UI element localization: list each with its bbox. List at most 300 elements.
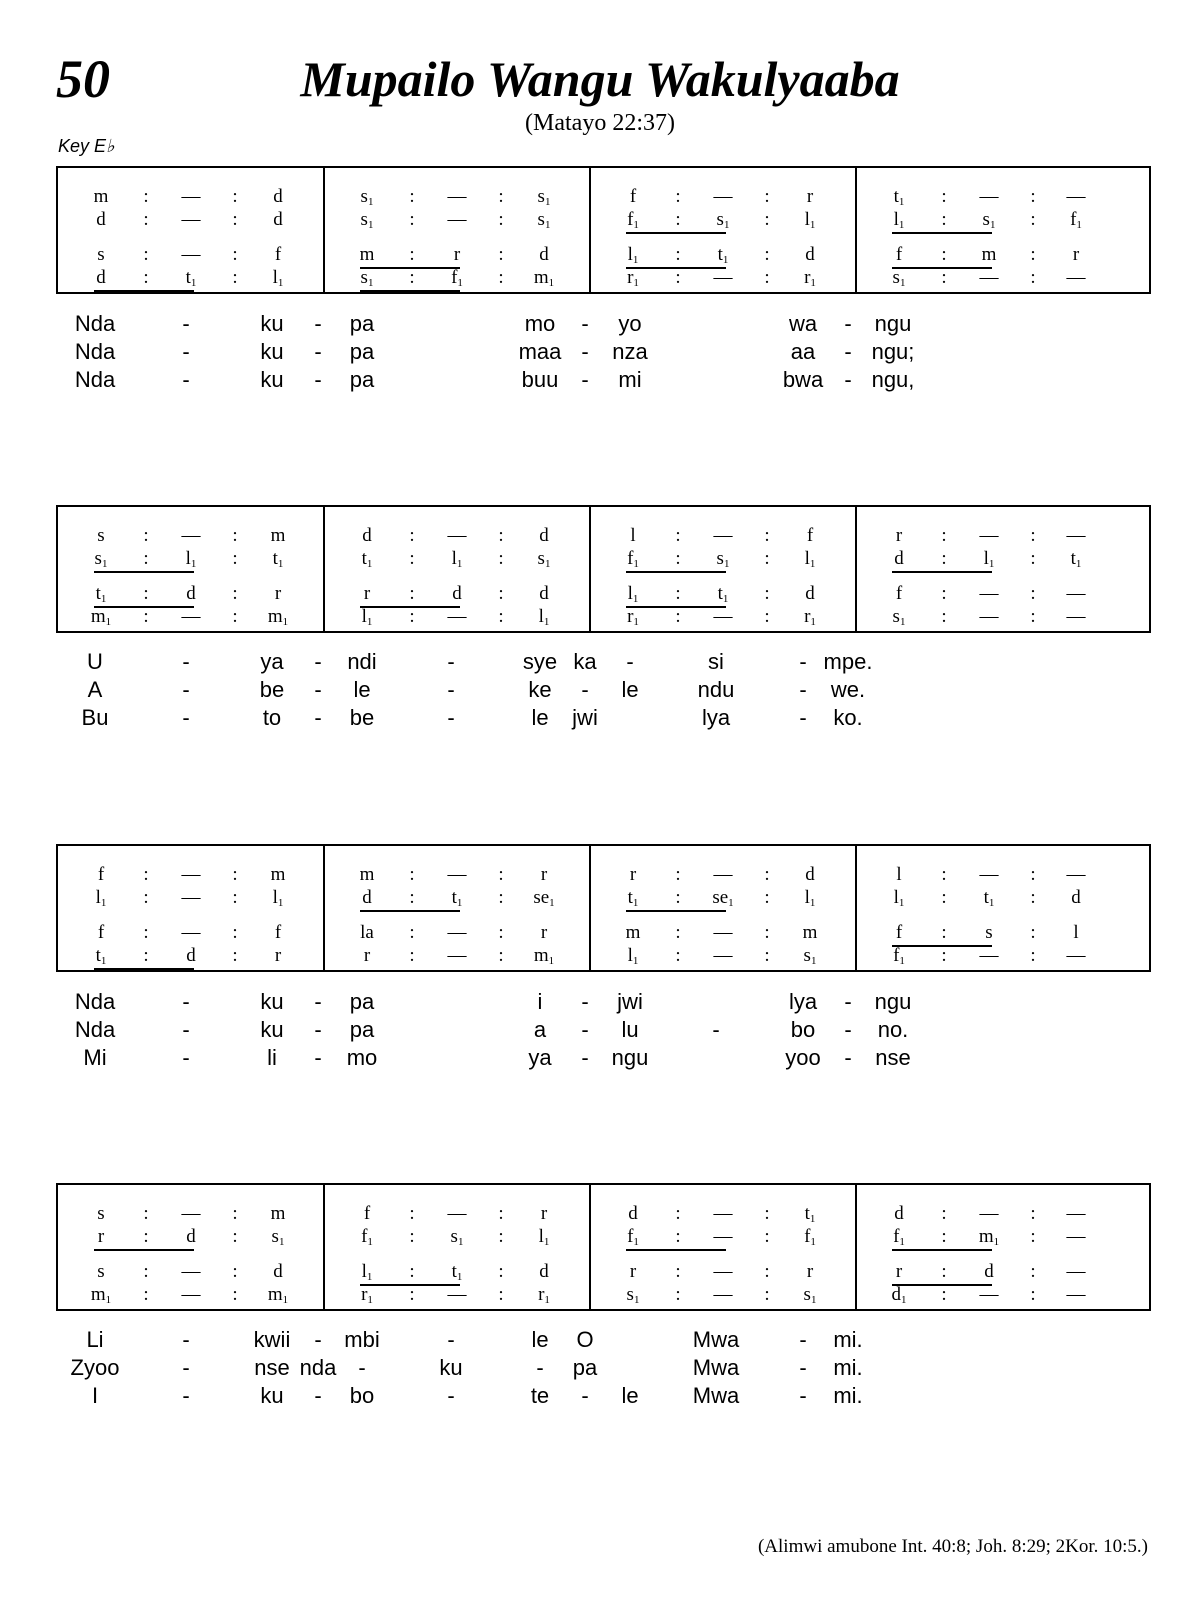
solfa-note: r — [540, 864, 548, 885]
lyric-syllable: Mwa — [692, 1355, 740, 1380]
solfa-system — [56, 505, 1151, 633]
solfa-note: : — [232, 1203, 238, 1224]
solfa-note: $f_1$ — [1070, 209, 1082, 231]
hymn-number: 50 — [56, 49, 110, 109]
lyric-syllable: ku — [260, 1017, 284, 1042]
solfa-note: $r_1$ — [361, 1284, 373, 1306]
solfa-note: $t_1$ — [627, 887, 639, 909]
solfa-note: : — [232, 1284, 238, 1305]
bar-line — [589, 1185, 591, 1309]
solfa-note: $f_1$ — [361, 1226, 373, 1248]
lyric-syllable: ngu, — [871, 367, 915, 392]
solfa-note: $t_1$ — [95, 945, 107, 967]
lyric-syllable: le — [621, 677, 639, 702]
solfa-note: : — [498, 864, 504, 885]
solfa-note: $m_1$ — [533, 945, 555, 967]
lyric-syllable: si — [708, 649, 724, 674]
solfa-note: f — [274, 244, 282, 265]
solfa-note: — — [979, 1203, 999, 1224]
bar-line — [323, 168, 325, 292]
solfa-note: $m_1$ — [90, 606, 112, 628]
syllable-hyphen: - — [182, 367, 190, 392]
lyric-syllable: sye — [522, 649, 558, 674]
solfa-note: : — [1030, 945, 1036, 966]
solfa-note: : — [675, 548, 681, 569]
lyric-syllable: kwii — [253, 1327, 291, 1352]
solfa-note: f — [895, 583, 903, 604]
solfa-note: : — [764, 267, 770, 288]
lyric-syllable: mi. — [833, 1383, 863, 1408]
beat-underline — [892, 232, 992, 234]
solfa-note: $s_1$ — [94, 548, 108, 570]
syllable-hyphen: - — [182, 1045, 190, 1070]
solfa-note: — — [181, 606, 201, 627]
solfa-note: $s_1$ — [982, 209, 996, 231]
solfa-note: f — [629, 186, 637, 207]
solfa-note: : — [1030, 267, 1036, 288]
syllable-hyphen: - — [182, 989, 190, 1014]
solfa-note: — — [713, 525, 733, 546]
solfa-note: : — [1030, 1203, 1036, 1224]
solfa-note: $f_1$ — [627, 209, 639, 231]
bar-line — [855, 168, 857, 292]
solfa-note: : — [675, 186, 681, 207]
solfa-note: $s_1$ — [360, 209, 374, 231]
solfa-note: $d_1$ — [891, 1284, 907, 1306]
solfa-system — [56, 166, 1151, 294]
solfa-note: : — [232, 244, 238, 265]
solfa-note: $r_1$ — [627, 267, 639, 289]
syllable-hyphen: - — [182, 1017, 190, 1042]
beat-underline — [94, 1249, 194, 1251]
lyric-syllable: Bu — [81, 705, 109, 730]
syllable-hyphen: - — [844, 989, 852, 1014]
solfa-note: $s_1$ — [716, 209, 730, 231]
footnote: (Alimwi amubone Int. 40:8; Joh. 8:29; 2Kor. 10:5.) — [757, 1536, 1148, 1557]
solfa-note: $l_1$ — [272, 267, 284, 289]
solfa-note: — — [447, 186, 467, 207]
syllable-hyphen: - — [447, 1327, 455, 1352]
lyric-syllable: a — [533, 1017, 547, 1042]
solfa-note: : — [143, 209, 149, 230]
solfa-note: d — [362, 525, 372, 546]
lyric-syllable: mbi — [344, 1327, 380, 1352]
lyric-syllable: ku — [260, 339, 284, 364]
solfa-note: — — [979, 606, 999, 627]
solfa-note: : — [1030, 186, 1036, 207]
solfa-note: — — [979, 945, 999, 966]
solfa-note: : — [143, 186, 149, 207]
syllable-hyphen: - — [314, 1383, 322, 1408]
syllable-hyphen: - — [182, 649, 190, 674]
solfa-note: : — [764, 606, 770, 627]
solfa-note: $r_1$ — [538, 1284, 550, 1306]
lyric-syllable: ngu — [874, 311, 912, 336]
solfa-note: $l_1$ — [893, 209, 905, 231]
solfa-note: $f_1$ — [804, 1226, 816, 1248]
lyric-syllable: bwa — [782, 367, 824, 392]
solfa-note: r — [274, 945, 282, 966]
lyric-syllable: pa — [349, 367, 375, 392]
lyric-syllable: mi. — [833, 1327, 863, 1352]
solfa-note: — — [713, 945, 733, 966]
solfa-note: : — [764, 209, 770, 230]
solfa-note: d — [984, 1261, 994, 1282]
solfa-note: : — [764, 887, 770, 908]
lyric-syllable: le — [353, 677, 371, 702]
solfa-note: $m_1$ — [267, 1284, 289, 1306]
syllable-hyphen: - — [536, 1355, 544, 1380]
solfa-note: d — [96, 209, 106, 230]
solfa-note: : — [498, 606, 504, 627]
solfa-note: : — [232, 209, 238, 230]
solfa-note: : — [764, 1284, 770, 1305]
solfa-note: — — [979, 525, 999, 546]
syllable-hyphen: - — [447, 677, 455, 702]
solfa-note: : — [232, 1261, 238, 1282]
syllable-hyphen: - — [581, 367, 589, 392]
lyric-syllable: pa — [349, 1017, 375, 1042]
syllable-hyphen: - — [314, 705, 322, 730]
solfa-note: — — [1066, 267, 1086, 288]
lyric-syllable: nse — [254, 1355, 290, 1380]
solfa-note: l — [896, 864, 902, 885]
solfa-note: — — [979, 864, 999, 885]
lyric-syllable: bo — [349, 1383, 375, 1408]
solfa-note: : — [941, 1261, 947, 1282]
solfa-note: : — [143, 1261, 149, 1282]
syllable-hyphen: - — [581, 677, 589, 702]
solfa-note: $t_1$ — [272, 548, 284, 570]
solfa-note: s — [97, 1203, 105, 1224]
solfa-note: : — [232, 548, 238, 569]
solfa-note: : — [143, 1226, 149, 1247]
syllable-hyphen: - — [844, 1045, 852, 1070]
solfa-note: d — [1071, 887, 1081, 908]
solfa-note: — — [1066, 525, 1086, 546]
solfa-note: $l_1$ — [451, 548, 463, 570]
lyric-syllable: buu — [521, 367, 559, 392]
solfa-note: : — [941, 1226, 947, 1247]
solfa-note: $l_1$ — [627, 244, 639, 266]
solfa-note: : — [1030, 209, 1036, 230]
solfa-note: $t_1$ — [361, 548, 373, 570]
solfa-note: : — [764, 1203, 770, 1224]
solfa-note: m — [270, 864, 286, 885]
solfa-note: : — [409, 1203, 415, 1224]
syllable-hyphen: - — [581, 1045, 589, 1070]
solfa-note: : — [675, 945, 681, 966]
solfa-note: : — [675, 887, 681, 908]
lyric-syllable: lya — [788, 989, 818, 1014]
solfa-note: d — [539, 525, 549, 546]
solfa-note: — — [1066, 186, 1086, 207]
solfa-note: m — [802, 922, 818, 943]
syllable-hyphen: - — [712, 1017, 720, 1042]
solfa-note: — — [181, 1203, 201, 1224]
solfa-note: r — [363, 945, 371, 966]
solfa-note: $r_1$ — [627, 606, 639, 628]
solfa-note: : — [498, 1284, 504, 1305]
lyric-syllable: to — [262, 705, 282, 730]
solfa-note: f — [97, 922, 105, 943]
solfa-note: — — [713, 186, 733, 207]
lyric-syllable: U — [87, 649, 103, 674]
key-signature: Key E♭ — [58, 136, 115, 156]
solfa-note: : — [941, 267, 947, 288]
solfa-note: : — [675, 244, 681, 265]
solfa-note: $t_1$ — [451, 1261, 463, 1283]
solfa-note: r — [540, 1203, 548, 1224]
solfa-note: r — [453, 244, 461, 265]
syllable-hyphen: - — [626, 649, 634, 674]
beat-underline — [892, 571, 992, 573]
solfa-note: : — [409, 267, 415, 288]
solfa-note: $s_1$ — [450, 1226, 464, 1248]
syllable-hyphen: - — [581, 339, 589, 364]
solfa-note: — — [181, 1284, 201, 1305]
bar-line — [589, 507, 591, 631]
solfa-note: m — [359, 244, 375, 265]
lyric-syllable: ka — [573, 649, 597, 674]
lyric-syllable: ke — [528, 677, 552, 702]
solfa-system — [56, 844, 1151, 972]
solfa-note: : — [1030, 548, 1036, 569]
lyric-syllable: ku — [260, 311, 284, 336]
lyric-syllable: ku — [260, 1383, 284, 1408]
solfa-note: s — [985, 922, 993, 943]
lyric-syllable: we. — [830, 677, 866, 702]
lyric-syllable: te — [530, 1383, 550, 1408]
lyric-syllable: ku — [439, 1355, 463, 1380]
solfa-note: — — [181, 922, 201, 943]
solfa-note: $s_1$ — [271, 1226, 285, 1248]
solfa-note: $t_1$ — [804, 1203, 816, 1225]
solfa-note: $s_1$ — [626, 1284, 640, 1306]
lyric-syllable: le — [621, 1383, 639, 1408]
solfa-note: l — [1073, 922, 1079, 943]
solfa-note: $t_1$ — [983, 887, 995, 909]
bar-line — [855, 507, 857, 631]
solfa-note: : — [498, 548, 504, 569]
solfa-note: : — [232, 945, 238, 966]
solfa-note: : — [232, 1226, 238, 1247]
solfa-note: : — [764, 1261, 770, 1282]
solfa-note: : — [409, 606, 415, 627]
solfa-note: — — [1066, 945, 1086, 966]
lyric-syllable: Mwa — [692, 1383, 740, 1408]
beat-underline — [94, 571, 194, 573]
lyric-syllable: maa — [518, 339, 562, 364]
solfa-note: $l_1$ — [272, 887, 284, 909]
lyric-syllable: mo — [524, 311, 556, 336]
solfa-note: : — [232, 186, 238, 207]
solfa-note: : — [143, 244, 149, 265]
solfa-note: r — [540, 922, 548, 943]
solfa-note: : — [941, 1203, 947, 1224]
solfa-note: — — [979, 1284, 999, 1305]
syllable-hyphen: - — [844, 311, 852, 336]
lyric-syllable: i — [537, 989, 543, 1014]
solfa-note: $t_1$ — [717, 583, 729, 605]
solfa-note: : — [764, 583, 770, 604]
solfa-note: s — [97, 244, 105, 265]
lyric-syllable: ngu; — [871, 339, 915, 364]
syllable-hyphen: - — [799, 677, 807, 702]
solfa-note: d — [539, 583, 549, 604]
solfa-note: s — [97, 1261, 105, 1282]
lyric-syllable: Nda — [74, 339, 116, 364]
solfa-note: — — [181, 525, 201, 546]
solfa-note: — — [713, 1261, 733, 1282]
solfa-note: m — [359, 864, 375, 885]
solfa-note: : — [498, 1203, 504, 1224]
solfa-note: f — [97, 864, 105, 885]
solfa-note: $l_1$ — [185, 548, 197, 570]
lyric-syllable: aa — [790, 339, 816, 364]
beat-underline — [626, 571, 726, 573]
solfa-note: d — [96, 267, 106, 288]
beat-underline — [94, 968, 194, 970]
lyric-syllable: ndu — [697, 677, 735, 702]
solfa-note: : — [143, 583, 149, 604]
solfa-note: : — [409, 209, 415, 230]
solfa-note: : — [232, 583, 238, 604]
solfa-note: $se_1$ — [533, 887, 555, 909]
solfa-note: — — [1066, 1226, 1086, 1247]
solfa-note: : — [764, 525, 770, 546]
solfa-note: — — [447, 1203, 467, 1224]
solfa-note: : — [143, 267, 149, 288]
solfa-note: : — [675, 1226, 681, 1247]
syllable-hyphen: - — [581, 1383, 589, 1408]
solfa-note: : — [409, 525, 415, 546]
lyric-syllable: li — [267, 1045, 277, 1070]
solfa-note: : — [1030, 922, 1036, 943]
solfa-note: — — [447, 945, 467, 966]
solfa-note: — — [181, 244, 201, 265]
solfa-note: $s_1$ — [803, 945, 817, 967]
solfa-note: — — [181, 186, 201, 207]
solfa-note: : — [941, 1284, 947, 1305]
bar-line — [855, 1185, 857, 1309]
lyric-syllable: mo — [346, 1045, 378, 1070]
solfa-note: : — [143, 1203, 149, 1224]
solfa-note: : — [143, 922, 149, 943]
syllable-hyphen: - — [581, 989, 589, 1014]
solfa-note: : — [764, 244, 770, 265]
solfa-note: : — [764, 1226, 770, 1247]
solfa-note: — — [713, 922, 733, 943]
solfa-note: d — [273, 209, 283, 230]
solfa-note: $t_1$ — [185, 267, 197, 289]
solfa-note: d — [805, 244, 815, 265]
syllable-hyphen: - — [358, 1355, 366, 1380]
solfa-note: m — [625, 922, 641, 943]
syllable-hyphen: - — [182, 677, 190, 702]
solfa-note: $t_1$ — [893, 186, 905, 208]
solfa-note: — — [447, 1284, 467, 1305]
solfa-note: d — [805, 864, 815, 885]
solfa-note: : — [498, 244, 504, 265]
lyric-syllable: lya — [701, 705, 731, 730]
syllable-hyphen: - — [314, 367, 322, 392]
solfa-note: : — [232, 267, 238, 288]
lyric-syllable: I — [91, 1383, 99, 1408]
syllable-hyphen: - — [314, 677, 322, 702]
beat-underline — [626, 232, 726, 234]
solfa-note: r — [1072, 244, 1080, 265]
solfa-note: — — [713, 606, 733, 627]
solfa-note: $l_1$ — [95, 887, 107, 909]
syllable-hyphen: - — [844, 1017, 852, 1042]
lyric-syllable: ya — [528, 1045, 552, 1070]
solfa-note: — — [1066, 1284, 1086, 1305]
lyric-syllable: ngu — [611, 1045, 649, 1070]
solfa-note: : — [232, 887, 238, 908]
lyric-syllable: ngu — [874, 989, 912, 1014]
solfa-note: : — [941, 945, 947, 966]
solfa-note: $f_1$ — [451, 267, 463, 289]
solfa-note: r — [806, 1261, 814, 1282]
solfa-note: $s_1$ — [360, 186, 374, 208]
solfa-note: : — [1030, 606, 1036, 627]
solfa-note: — — [713, 1284, 733, 1305]
solfa-note: : — [409, 186, 415, 207]
solfa-note: $l_1$ — [804, 548, 816, 570]
solfa-note: $l_1$ — [627, 583, 639, 605]
solfa-note: — — [447, 864, 467, 885]
beat-underline — [360, 910, 460, 912]
solfa-note: d — [186, 1226, 196, 1247]
bar-line — [323, 846, 325, 970]
solfa-note: f — [363, 1203, 371, 1224]
syllable-hyphen: - — [314, 1045, 322, 1070]
lyric-syllable: pa — [349, 311, 375, 336]
solfa-note: : — [409, 548, 415, 569]
lyric-syllable: ya — [260, 649, 284, 674]
solfa-note: — — [979, 267, 999, 288]
solfa-note: d — [362, 887, 372, 908]
lyric-syllable: jwi — [617, 989, 643, 1014]
solfa-note: r — [895, 525, 903, 546]
lyric-syllable: Nda — [74, 311, 116, 336]
solfa-note: $l_1$ — [361, 1261, 373, 1283]
syllable-hyphen: - — [581, 311, 589, 336]
solfa-note: $m_1$ — [267, 606, 289, 628]
solfa-note: : — [675, 606, 681, 627]
solfa-note: : — [941, 209, 947, 230]
lyric-syllable: Zyoo — [70, 1355, 120, 1380]
solfa-note: — — [713, 1203, 733, 1224]
solfa-note: $f_1$ — [627, 1226, 639, 1248]
lyric-syllable: ndi — [347, 649, 377, 674]
solfa-note: : — [1030, 525, 1036, 546]
solfa-note: — — [447, 209, 467, 230]
solfa-note: : — [498, 1226, 504, 1247]
solfa-note: : — [409, 1261, 415, 1282]
solfa-note: la — [360, 922, 374, 943]
solfa-note: — — [1066, 864, 1086, 885]
solfa-note: — — [447, 922, 467, 943]
solfa-note: : — [143, 864, 149, 885]
solfa-note: $m_1$ — [533, 267, 555, 289]
solfa-note: : — [498, 186, 504, 207]
lyric-syllable: wa — [788, 311, 818, 336]
solfa-note: f — [274, 922, 282, 943]
syllable-hyphen: - — [182, 705, 190, 730]
solfa-note: : — [498, 267, 504, 288]
